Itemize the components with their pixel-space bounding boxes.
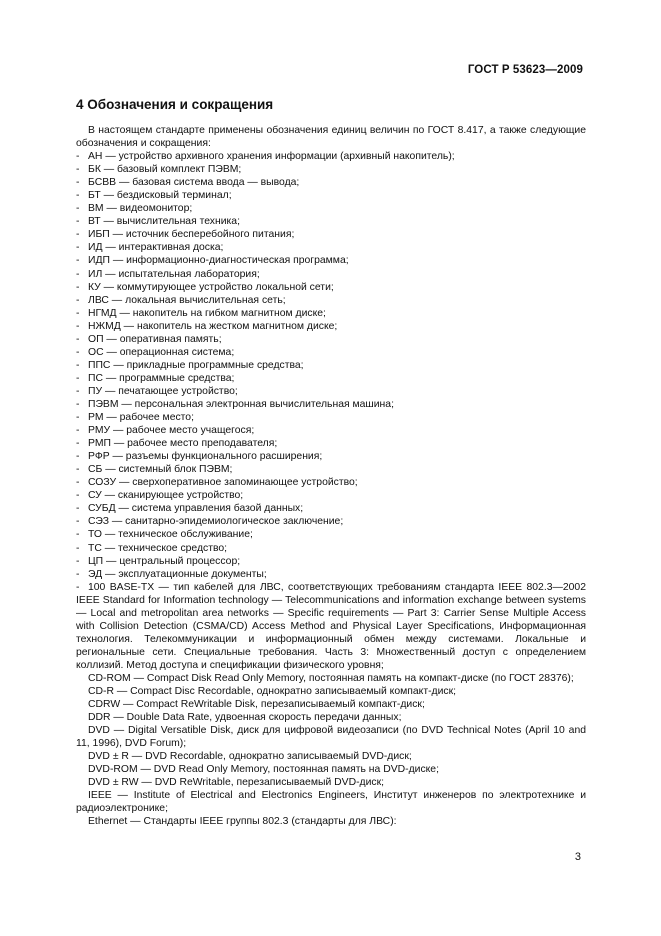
abbreviation-item [76,385,586,398]
acronym-item: CD-R — Compact Disc Recordable, однократно записываемый компакт-диск; [88,686,457,698]
list-dash: - [76,385,80,397]
abbreviation-item [76,346,586,359]
abbreviation-text: БТ — бездисковый терминал; [88,190,232,202]
list-dash: - [76,425,80,437]
abbreviation-text: СБ — системный блок ПЭВМ; [88,464,233,476]
list-dash: - [76,216,80,228]
abbreviation-text: ЭД — эксплуатационные документы; [88,568,267,580]
abbreviation-text: ИД — интерактивная доска; [88,242,224,254]
list-dash: - [76,203,80,215]
abbreviation-text: НГМД — накопитель на гибком магнитном диске; [88,307,326,319]
abbreviation-item [76,411,586,424]
acronym-item: Ethernet — Стандарты IEEE группы 802.3 (стандарты для ЛВС): [88,816,397,828]
abbreviation-text: ПУ — печатающее устройство; [88,385,238,397]
list-dash: - [76,464,80,476]
list-dash: - [76,516,80,528]
abbreviation-item [76,372,586,385]
list-dash: - [76,190,80,202]
abbreviation-text: ЦП — центральный процессор; [88,555,241,567]
abbreviation-item [76,294,586,307]
list-dash: - [76,177,80,189]
list-dash: - [76,229,80,241]
list-dash: - [76,542,80,554]
abbreviation-text: СОЗУ — сверхоперативное запоминающее устройство; [88,477,358,489]
intro-paragraph: В настоящем стандарте применены обозначения единиц величин по ГОСТ 8.417, а также следующие обозначения и сокращения: [76,125,586,150]
abbreviation-item [76,476,586,489]
abbreviation-item [76,515,586,528]
abbreviation-text: СЭЗ — санитарно-эпидемиологическое заключение; [88,516,344,528]
list-dash: - [76,268,80,280]
acronym-list [76,672,586,829]
acronym-item: DVD ± R — DVD Recordable, однократно записываемый DVD-диск; [88,751,412,763]
section-title: 4 Обозначения и сокращения [76,97,274,112]
abbreviation-item [76,437,586,450]
list-dash: - [76,320,80,332]
abbreviation-item [76,489,586,502]
abbreviation-item [76,176,586,189]
list-dash: - [76,581,80,593]
abbreviation-item [76,307,586,320]
list-dash: - [76,333,80,345]
acronym-item: DVD ± RW — DVD ReWritable, перезаписываемый DVD-диск; [88,777,385,789]
list-dash: - [76,294,80,306]
abbreviation-item [76,568,586,581]
list-dash: - [76,503,80,515]
list-dash: - [76,451,80,463]
list-dash: - [76,568,80,580]
abbreviation-item [76,163,586,176]
abbreviation-item [76,189,586,202]
abbreviation-text: ОП — оперативная память; [88,333,222,345]
abbreviation-item [76,542,586,555]
abbreviation-text: ЛВС — локальная вычислительная сеть; [88,294,286,306]
list-dash: - [76,412,80,424]
list-dash: - [76,372,80,384]
abbreviation-item [76,320,586,333]
abbreviation-item [76,281,586,294]
abbreviation-item [76,463,586,476]
abbreviation-item [76,254,586,267]
abbreviation-text: ТО — техническое обслуживание; [88,529,253,541]
abbreviation-text: 100 BASE-TX — тип кабелей для ЛВС, соответствующих требованиям стандарта IEEE 802.3—2002 IEEE Standard for Information technology — Telecommunications and information exchange between systems — Local and metropolitan area networks — Specific requirements — Part 3: Carrier Sense Multiple Access with Collision Detection (CSMA/CD) Access Method and Physical Layer Specifications, Информационная технология. Телекоммуникации и информационный обмен между системами. Локальные и региональные сети. Специальные требования. Часть 3: Множественный доступ с определением коллизий. Метод доступа и спецификации физического уровня; [76,581,586,671]
list-dash: - [76,255,80,267]
abbreviation-item [76,268,586,281]
acronym-item: DVD — Digital Versatible Disk, диск для цифровой видеозаписи (по DVD Technical Notes (April 10 and 11, 1996), DVD Forum); [76,725,586,750]
abbreviation-text: ВТ — вычислительная техника; [88,216,240,228]
abbreviation-text: ОС — операционная система; [88,346,235,358]
abbreviation-text: РФР — разъемы функционального расширения; [88,451,323,463]
abbreviation-text: РМ — рабочее место; [88,412,194,424]
abbreviation-text: РМУ — рабочее место учащегося; [88,425,255,437]
abbreviation-item [76,359,586,372]
abbreviation-item [76,581,586,672]
abbreviation-text: СУ — сканирующее устройство; [88,490,244,502]
list-dash: - [76,242,80,254]
page-number: 3 [574,851,581,863]
abbreviation-text: РМП — рабочее место преподавателя; [88,438,278,450]
acronym-item: IEEE — Institute of Electrical and Electronics Engineers, Институт инженеров по электротехнике и радиоэлектронике; [76,790,586,815]
abbreviation-text: ИДП — информационно-диагностическая программа; [88,255,349,267]
list-dash: - [76,359,80,371]
abbreviation-item [76,555,586,568]
acronym-item: DDR — Double Data Rate, удвоенная скорость передачи данных; [88,712,402,724]
acronym-item: DVD-ROM — DVD Read Only Memory, постоянная память на DVD-диске; [88,764,439,776]
abbreviation-list [76,150,586,672]
list-dash: - [76,164,80,176]
list-dash: - [76,477,80,489]
list-dash: - [76,151,80,163]
abbreviation-text: АН — устройство архивного хранения информации (архивный накопитель); [88,151,455,163]
list-dash: - [76,555,80,567]
abbreviation-text: ПС — программные средства; [88,372,235,384]
list-dash: - [76,438,80,450]
abbreviation-text: ИБП — источник бесперебойного питания; [88,229,295,241]
abbreviation-text: ВМ — видеомонитор; [88,203,193,215]
document-code: ГОСТ Р 53623—2009 [467,64,583,76]
abbreviation-text: СУБД — система управления базой данных; [88,503,304,515]
abbreviation-item [76,202,586,215]
list-dash: - [76,281,80,293]
abbreviation-item [76,228,586,241]
abbreviation-text: НЖМД — накопитель на жестком магнитном диске; [88,320,338,332]
abbreviation-text: ИЛ — испытательная лаборатория; [88,268,260,280]
abbreviation-item [76,528,586,541]
acronym-item: CDRW — Compact ReWritable Disk, перезаписываемый компакт-диск; [88,699,425,711]
abbreviation-text: ТС — техническое средство; [88,542,228,554]
abbreviation-item [76,150,586,163]
list-dash: - [76,529,80,541]
list-dash: - [76,307,80,319]
abbreviation-item [76,333,586,346]
document-body [76,124,586,829]
list-dash: - [76,398,80,410]
list-dash: - [76,490,80,502]
abbreviation-item [76,450,586,463]
abbreviation-item [76,398,586,411]
abbreviation-text: БСВВ — базовая система ввода — вывода; [88,177,300,189]
abbreviation-text: ППС — прикладные программные средства; [88,359,304,371]
abbreviation-item [76,502,586,515]
abbreviation-item [76,215,586,228]
acronym-item: CD-ROM — Compact Disk Read Only Memory, постоянная память на компакт-диске (по ГОСТ 28376); [88,672,574,684]
abbreviation-text: БК — базовый комплект ПЭВМ; [88,164,242,176]
abbreviation-text: КУ — коммутирующее устройство локальной сети; [88,281,334,293]
abbreviation-text: ПЭВМ — персональная электронная вычислительная машина; [88,398,394,410]
abbreviation-item [76,241,586,254]
list-dash: - [76,346,80,358]
abbreviation-item [76,424,586,437]
